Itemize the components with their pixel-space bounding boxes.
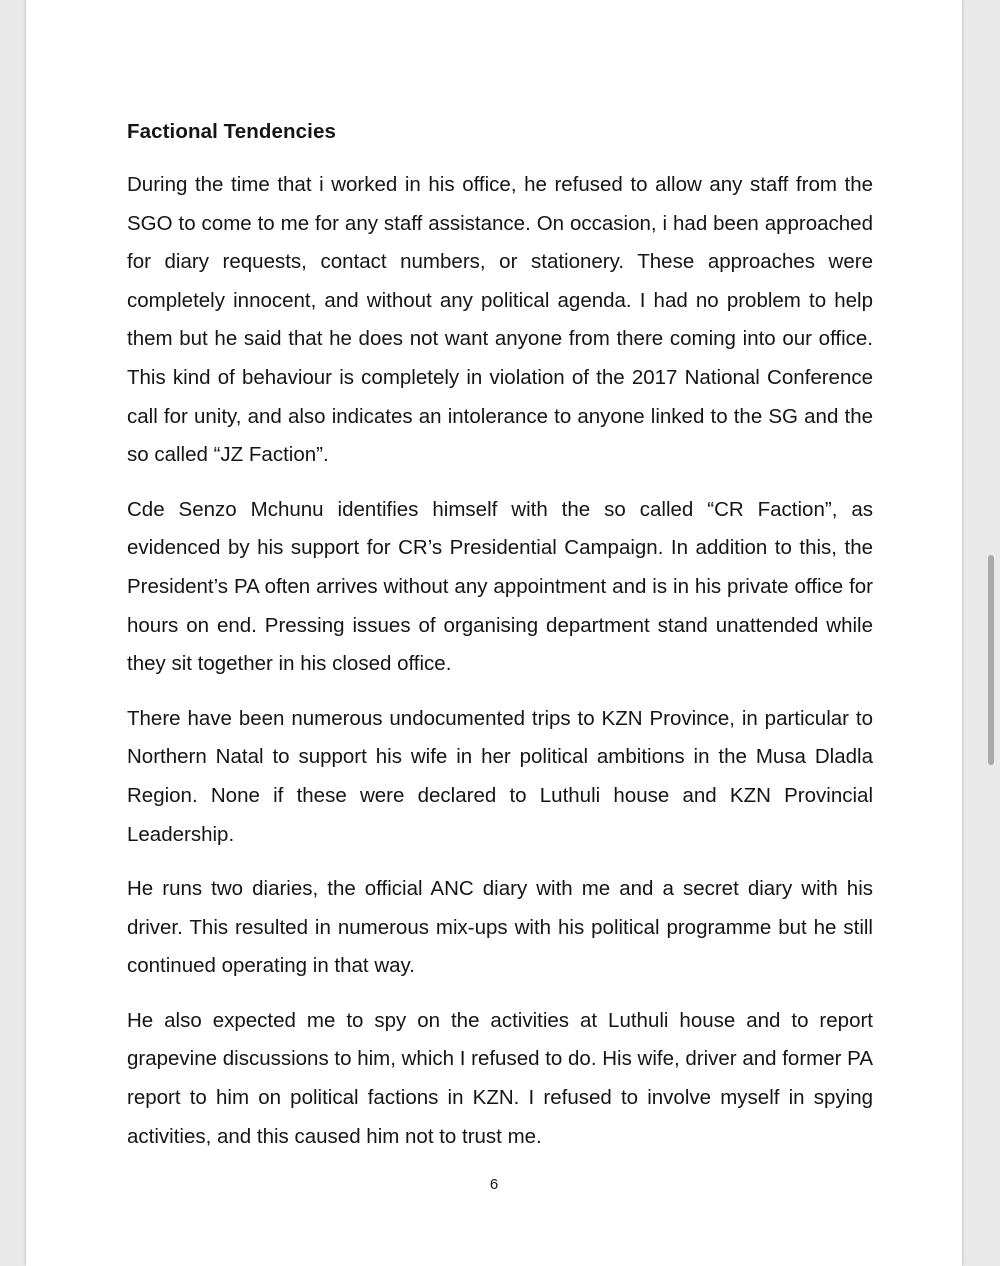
- page-number: 6: [489, 1176, 499, 1193]
- paragraph-cr-faction: Cde Senzo Mchunu identifies himself with the so called “CR Faction”, as evidenced by his support for CR’s Presidential Campaign. In addition to this, the President’s PA often arrives without any appointment and is in his private office for hours on end. Pressing issues of organising department stand unattended while they sit together in his closed office.: [127, 497, 873, 676]
- paragraph-spying: He also expected me to spy on the activities at Luthuli house and to report grapevine discussions to him, which I refused to do. His wife, driver and former PA report to him on political factions in KZN. I refused to involve myself in spying activities, and this caused him not to trust me.: [127, 1008, 873, 1148]
- section-heading: Factional Tendencies: [127, 120, 336, 143]
- paragraph-two-diaries: He runs two diaries, the official ANC diary with me and a secret diary with his driver. This resulted in numerous mix-ups with his political programme but he still continued operating in that way.: [127, 877, 873, 978]
- document-page: [26, 0, 962, 1266]
- paragraph-staff-assistance: During the time that i worked in his office, he refused to allow any staff from the SGO to come to me for any staff assistance. On occasion, i had been approached for diary requests, contact numbers, or stationery. These approaches were completely innocent, and without any political agenda. I had no problem to help them but he said that he does not want anyone from there coming into our office. This kind of behaviour is completely in violation of the 2017 National Conference call for unity, and also indicates an intolerance to anyone linked to the SG and the so called “JZ Faction”.: [127, 173, 873, 467]
- document-body: [127, 120, 873, 1172]
- paragraph-kzn-trips: There have been numerous undocumented trips to KZN Province, in particular to Northern Natal to support his wife in her political ambitions in the Musa Dladla Region. None if these were declared to Luthuli house and KZN Provincial Leadership.: [127, 706, 873, 846]
- vertical-scrollbar[interactable]: [988, 555, 994, 765]
